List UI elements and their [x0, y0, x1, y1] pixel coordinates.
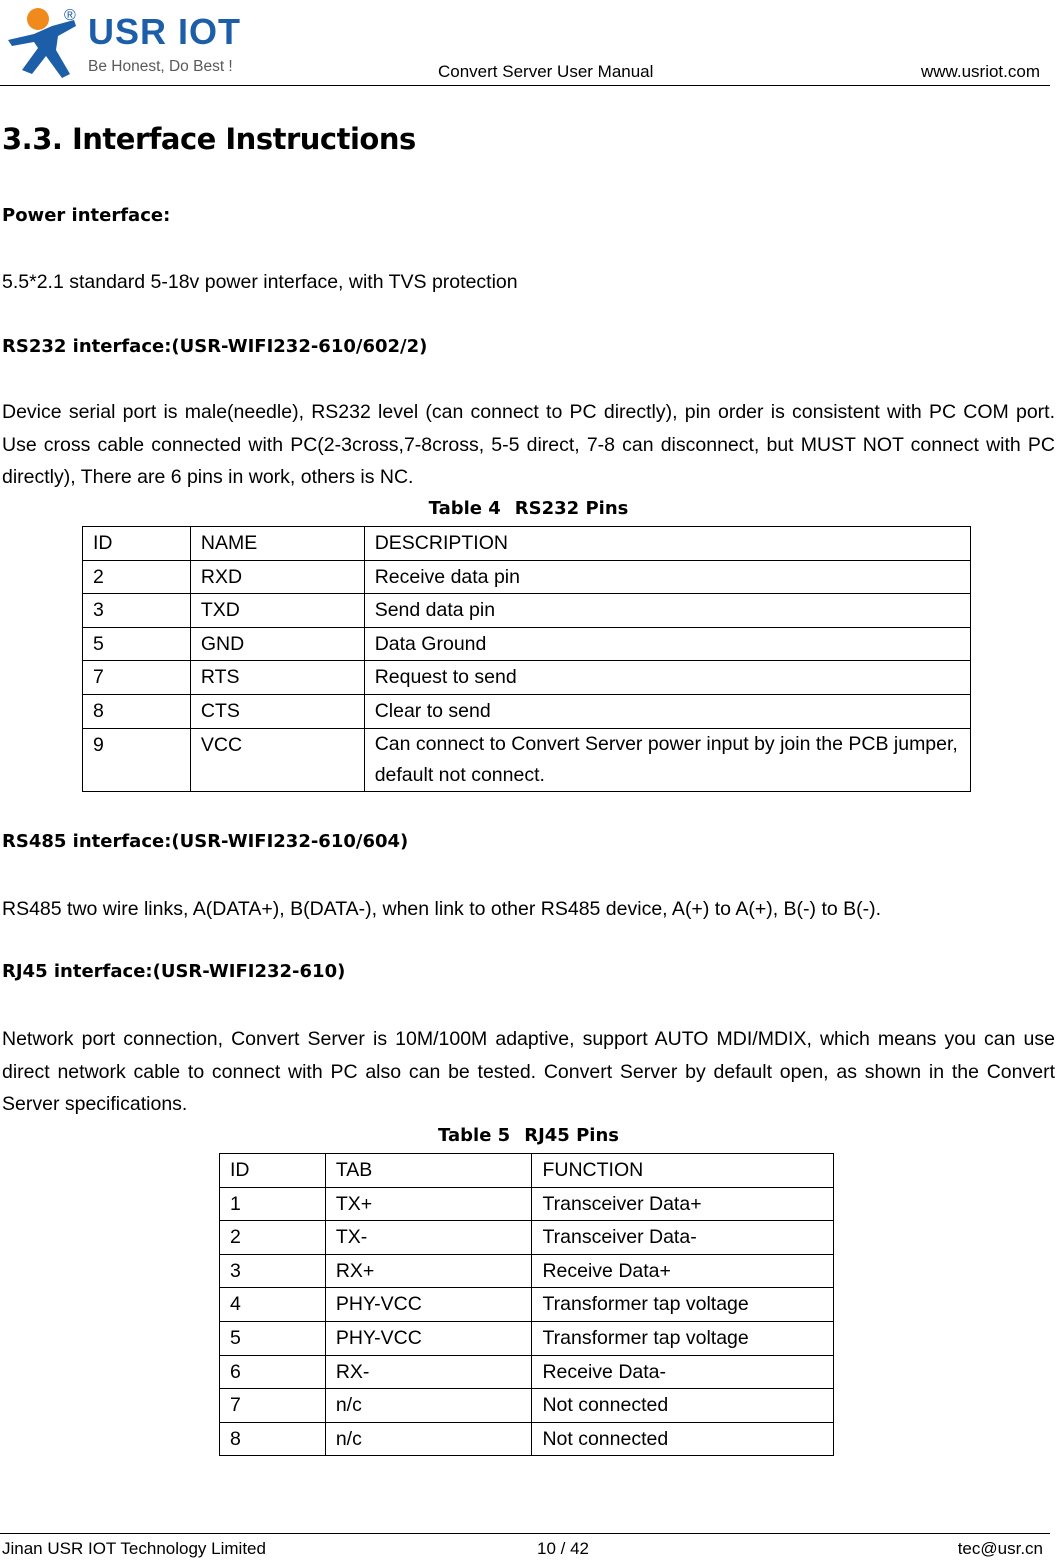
table-row [83, 560, 971, 594]
cell-function: Transformer tap voltage [532, 1321, 834, 1355]
logo-slogan-text: Be Honest, Do Best ! [88, 58, 233, 75]
table-row [220, 1422, 834, 1456]
cell-tab: n/c [325, 1389, 532, 1423]
header-title: Convert Server User Manual [438, 62, 654, 81]
table-row [83, 694, 971, 728]
table-header-row [83, 527, 971, 561]
table4-caption-title: RS232 Pins [514, 498, 629, 519]
cell-description: Send data pin [364, 594, 970, 628]
rs232-pins-table [82, 526, 971, 792]
header-cell: DESCRIPTION [364, 527, 970, 561]
cell-tab: RX+ [325, 1254, 532, 1288]
logo-registered-mark: ® [64, 7, 76, 24]
cell-description: Can connect to Convert Server power input by join the PCB jumper, default not connect. [364, 728, 970, 791]
table-header-row [220, 1154, 834, 1188]
table4-caption-number: Table 4 [428, 498, 501, 519]
rj45-pins-table [219, 1153, 834, 1456]
cell-name: TXD [190, 594, 364, 628]
footer-page-number: 10 / 42 [537, 1539, 589, 1558]
cell-id: 5 [83, 627, 191, 661]
cell-id: 7 [83, 661, 191, 695]
table-row [83, 627, 971, 661]
rs485-heading: RS485 interface:(USR-WIFI232-610/604) [2, 831, 409, 852]
header-cell: NAME [190, 527, 364, 561]
header-cell: ID [220, 1154, 326, 1188]
footer-company: Jinan USR IOT Technology Limited [2, 1539, 266, 1558]
cell-tab: n/c [325, 1422, 532, 1456]
cell-id: 8 [83, 694, 191, 728]
cell-description: Data Ground [364, 627, 970, 661]
cell-name: GND [190, 627, 364, 661]
table-row [220, 1288, 834, 1322]
cell-id: 4 [220, 1288, 326, 1322]
cell-name: VCC [190, 728, 364, 791]
cell-id: 1 [220, 1187, 326, 1221]
header-cell: FUNCTION [532, 1154, 834, 1188]
table-row [83, 594, 971, 628]
header-url[interactable]: www.usriot.com [920, 62, 1040, 81]
header-cell: ID [83, 527, 191, 561]
cell-function: Receive Data- [532, 1355, 834, 1389]
cell-tab: TX+ [325, 1187, 532, 1221]
logo-person-head [27, 8, 49, 30]
rj45-heading: RJ45 interface:(USR-WIFI232-610) [2, 961, 346, 982]
table-row [83, 728, 971, 791]
cell-id: 3 [220, 1254, 326, 1288]
footer-divider [0, 1533, 1050, 1534]
rs232-text: Device serial port is male(needle), RS232 level (can connect to PC directly), pin order is consistent with PC COM port. Use cross cable connected with PC(2-3cross,7-8cross, 5-5 direct, 7-8 can disconnect, but MUST NOT connect with PC directly), There are 6 pins in work, others is NC. [2, 401, 1055, 488]
cell-name: RTS [190, 661, 364, 695]
section-title: 3.3. Interface Instructions [2, 122, 416, 156]
rs485-text: RS485 two wire links, A(DATA+), B(DATA-), when link to other RS485 device, A(+) to A(+), B(-) to B(-). [2, 898, 882, 920]
cell-tab: PHY-VCC [325, 1288, 532, 1322]
cell-name: RXD [190, 560, 364, 594]
cell-id: 2 [220, 1221, 326, 1255]
cell-tab: RX- [325, 1355, 532, 1389]
table4-caption [0, 498, 1057, 519]
cell-id: 9 [83, 728, 191, 791]
cell-function: Not connected [532, 1389, 834, 1423]
header-divider [0, 85, 1050, 86]
cell-tab: TX- [325, 1221, 532, 1255]
cell-id: 6 [220, 1355, 326, 1389]
table-row [220, 1355, 834, 1389]
table5-caption [0, 1125, 1057, 1146]
cell-id: 3 [83, 594, 191, 628]
power-heading: Power interface: [2, 205, 171, 226]
table-row [220, 1221, 834, 1255]
cell-function: Not connected [532, 1422, 834, 1456]
cell-id: 7 [220, 1389, 326, 1423]
usr-iot-logo [4, 4, 244, 82]
cell-description: Clear to send [364, 694, 970, 728]
cell-description: Receive data pin [364, 560, 970, 594]
cell-id: 5 [220, 1321, 326, 1355]
header-cell: TAB [325, 1154, 532, 1188]
cell-function: Receive Data+ [532, 1254, 834, 1288]
rs232-heading: RS232 interface:(USR-WIFI232-610/602/2) [2, 336, 428, 357]
table-row [220, 1187, 834, 1221]
table5-caption-number: Table 5 [438, 1125, 511, 1146]
cell-function: Transformer tap voltage [532, 1288, 834, 1322]
cell-function: Transceiver Data+ [532, 1187, 834, 1221]
cell-id: 8 [220, 1422, 326, 1456]
table-row [220, 1254, 834, 1288]
footer-email[interactable]: tec@usr.cn [957, 1539, 1043, 1558]
cell-id: 2 [83, 560, 191, 594]
logo-brand-text: USR IOT [88, 11, 242, 52]
cell-name: CTS [190, 694, 364, 728]
table-row [220, 1389, 834, 1423]
cell-tab: PHY-VCC [325, 1321, 532, 1355]
page-header [0, 0, 1057, 88]
power-text: 5.5*2.1 standard 5-18v power interface, with TVS protection [2, 271, 518, 293]
cell-description: Request to send [364, 661, 970, 695]
cell-function: Transceiver Data- [532, 1221, 834, 1255]
table-row [220, 1321, 834, 1355]
table5-caption-title: RJ45 Pins [524, 1125, 619, 1146]
rj45-text: Network port connection, Convert Server is 10M/100M adaptive, support AUTO MDI/MDIX, which means you can use direct network cable to connect with PC also can be tested. Convert Server by default open, as shown in the Convert Server specifications. [2, 1028, 1055, 1115]
table-row [83, 661, 971, 695]
